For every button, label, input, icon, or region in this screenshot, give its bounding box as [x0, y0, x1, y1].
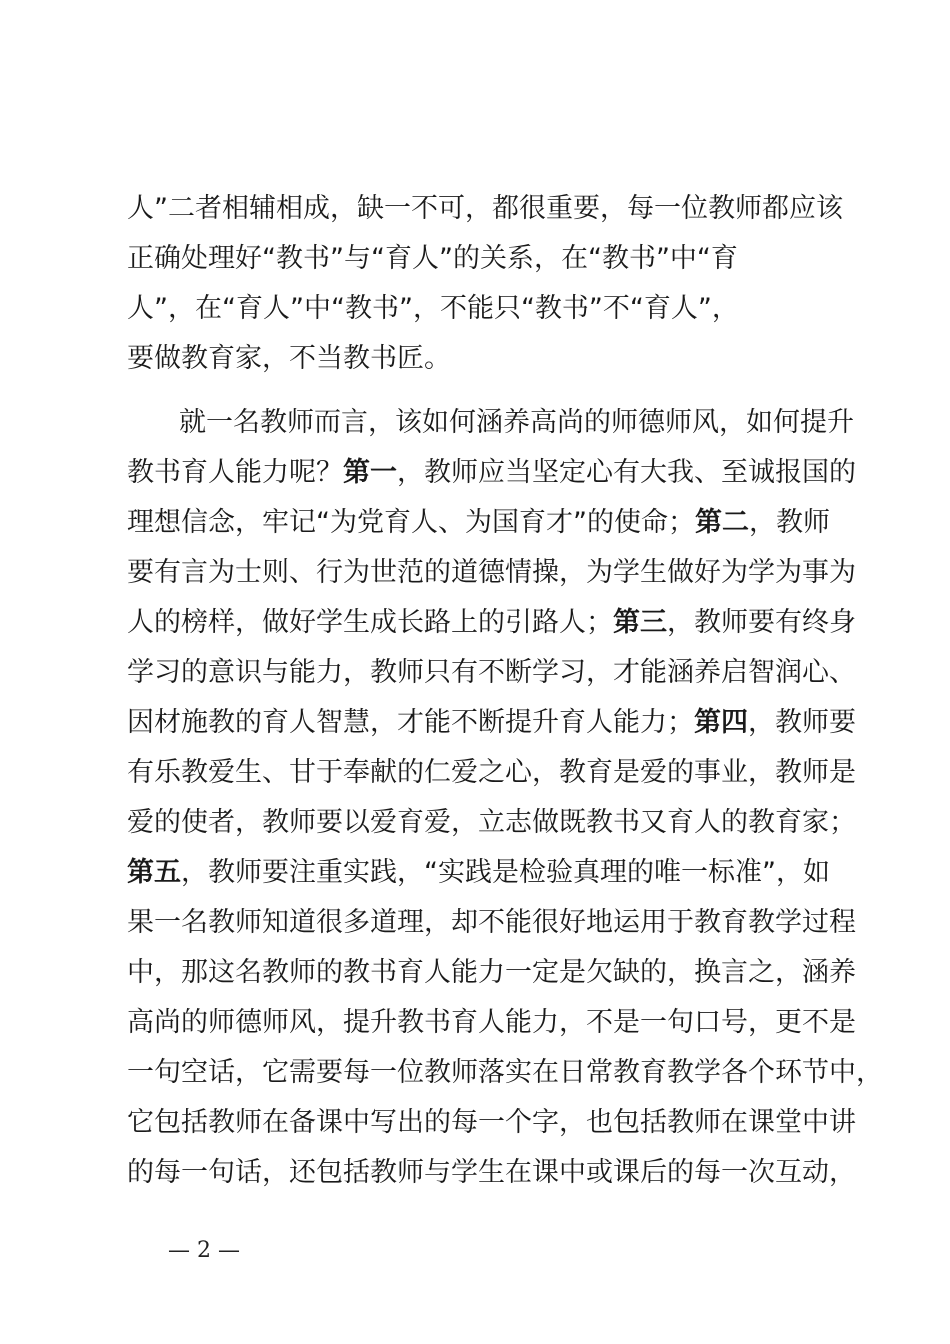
text-line	[127, 498, 847, 548]
text-line: 人”，在“育人”中“教书”，不能只“教书”不“育人”，	[127, 293, 739, 324]
text-line	[127, 698, 856, 748]
text-run: 人的榜样，做好学生成长路上的引路人；	[127, 607, 613, 638]
text-line: 学习的意识与能力，教师只有不断学习，才能涵养启智润心、	[127, 657, 856, 688]
text-line: 高尚的师德师风，提升教书育人能力，不是一句口号，更不是	[127, 1007, 856, 1038]
text-line	[127, 448, 856, 498]
text-run: ，教师要	[748, 707, 856, 738]
text-run: 教书育人能力呢？	[127, 457, 343, 488]
text-line: 中，那这名教师的教书育人能力一定是欠缺的，换言之，涵养	[127, 957, 856, 988]
point-label-fourth: 第四	[694, 707, 748, 738]
text-line: 果一名教师知道很多道理，却不能很好地运用于教育教学过程	[127, 907, 856, 938]
text-run: ，教师要注重实践，“实践是检验真理的唯一标准”，如	[181, 857, 830, 888]
text-line: 有乐教爱生、甘于奉献的仁爱之心，教育是爱的事业，教师是	[127, 757, 856, 788]
text-line: 它包括教师在备课中写出的每一个字，也包括教师在课堂中讲	[127, 1107, 856, 1138]
text-run: ，教师要有终身	[667, 607, 856, 638]
paragraph-gap	[127, 384, 847, 398]
text-line: 一句空话，它需要每一位教师落实在日常教育教学各个环节中，	[127, 1057, 883, 1088]
text-line: 要有言为士则、行为世范的道德情操，为学生做好为学为事为	[127, 557, 856, 588]
point-label-fifth: 第五	[127, 857, 181, 888]
point-label-second: 第二	[694, 507, 749, 538]
text-line: 的每一句话，还包括教师与学生在课中或课后的每一次互动，	[127, 1157, 856, 1188]
text-run: ，教师	[748, 507, 830, 538]
text-line	[127, 848, 847, 898]
paragraph-continued	[127, 184, 847, 384]
text-run: 因材施教的育人智慧，才能不断提升育人能力；	[127, 707, 694, 738]
text-run: 理想信念，牢记“为党育人、为国育才”的使命；	[127, 507, 695, 538]
page-number: — 2 —	[168, 1238, 240, 1263]
point-label-third: 第三	[613, 607, 667, 638]
text-line: 就一名教师而言，该如何涵养高尚的师德师风，如何提升	[179, 407, 854, 438]
text-line: 正确处理好“教书”与“育人”的关系，在“教书”中“育	[127, 243, 738, 274]
point-label-first: 第一	[343, 457, 397, 488]
text-run: ，教师应当坚定心有大我、至诚报国的	[397, 457, 856, 488]
body-text	[127, 184, 883, 1198]
text-line: 爱的使者，教师要以爱育爱，立志做既教书又育人的教育家；	[127, 807, 856, 838]
text-line: 人”二者相辅相成，缺一不可，都很重要，每一位教师都应该	[127, 193, 843, 224]
text-line: 要做教育家，不当教书匠。	[127, 343, 451, 374]
text-line	[127, 598, 856, 648]
paragraph-main	[127, 398, 883, 1198]
